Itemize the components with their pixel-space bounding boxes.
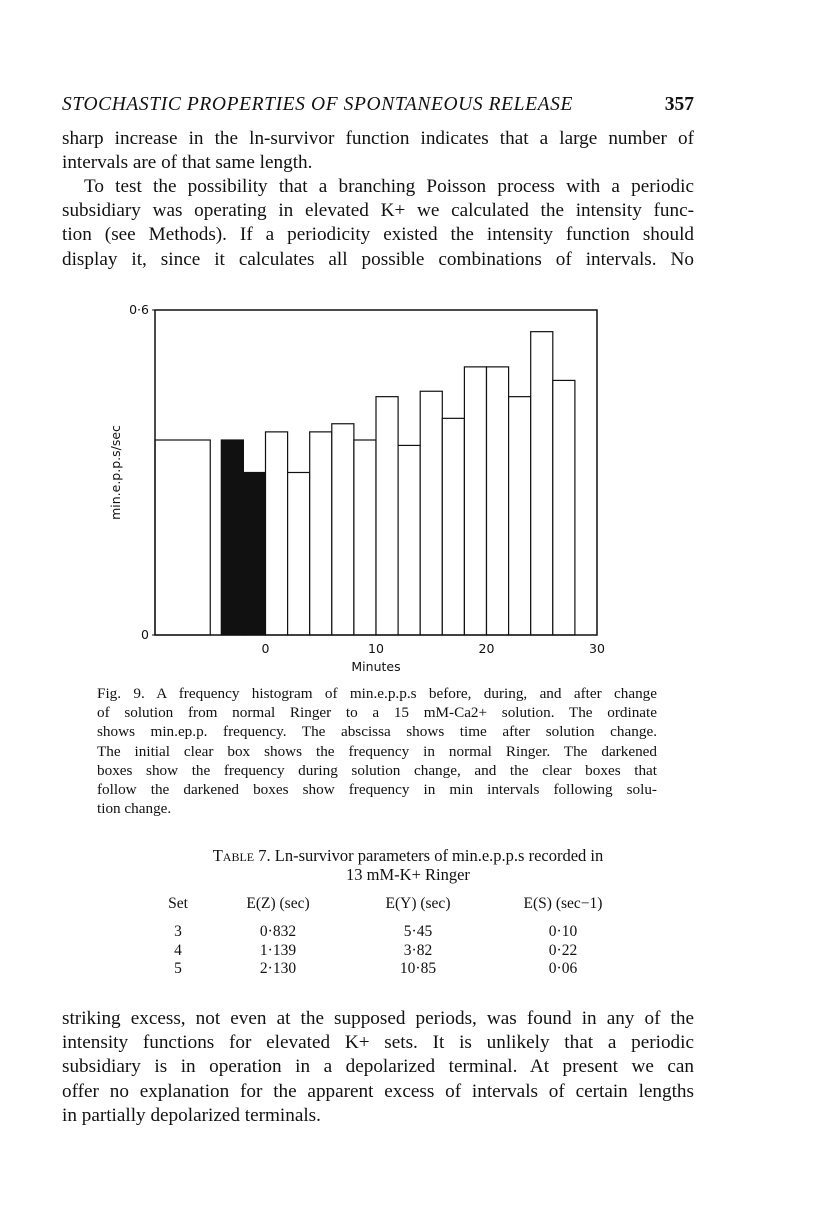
text-line: display it, since it calculates all possible combinations of intervals. No: [62, 248, 694, 270]
column-header: E(S) (sec−1): [523, 895, 603, 912]
column-header: Set: [168, 895, 188, 912]
table-cell: 10·85: [399, 960, 437, 978]
page-header: [62, 94, 694, 120]
bars-layer: [155, 332, 575, 635]
caption-line: follow the darkened boxes show frequency in min intervals following solu-: [97, 780, 657, 798]
histogram-bar-8: [354, 440, 376, 635]
table-cell: 3: [174, 923, 182, 941]
text-line: intervals are of that same length.: [62, 152, 313, 174]
table-cell: 0·10: [548, 923, 578, 941]
histogram-bar-15: [509, 397, 531, 635]
x-tick-label: 10: [368, 641, 384, 656]
paragraph-2: [62, 175, 694, 272]
text-line: in partially depolarized terminals.: [62, 1104, 321, 1126]
histogram-bar-7: [332, 424, 354, 635]
table-title-line-1: Ln-survivor parameters of min.e.p.p.s recorded in: [274, 846, 604, 865]
x-tick-label: 30: [589, 641, 605, 656]
table-cell: 0·06: [548, 960, 578, 978]
table-header-row: [138, 895, 628, 923]
table-cell: 0·832: [259, 923, 297, 941]
table-row: [138, 942, 628, 961]
histogram-bar-10: [398, 445, 420, 635]
table-row: [138, 960, 628, 979]
histogram-bar-14: [487, 367, 509, 635]
histogram-bar-6: [310, 432, 332, 635]
y-axis-label: min.e.p.p.s/sec: [108, 425, 123, 520]
caption-line: Fig. 9. A frequency histogram of min.e.p.p.s before, during, and after change: [97, 685, 657, 702]
table-row: [138, 923, 628, 942]
text-line: To test the possibility that a branching Poisson process with a periodic: [84, 176, 694, 197]
table-label: Table 7.: [212, 846, 271, 865]
histogram-bar-9: [376, 397, 398, 635]
caption-line: of solution from normal Ringer to a 15 mM-Ca2+ solution. The ordinate: [97, 704, 657, 722]
table-cell: 3·82: [403, 941, 433, 959]
table-cell: 2·130: [259, 960, 297, 978]
frequency-histogram: [100, 295, 620, 680]
histogram-bar-17: [553, 380, 575, 635]
text-line: striking excess, not even at the supposed periods, was found in any of the: [62, 1008, 694, 1029]
table-cell: 1·139: [259, 941, 297, 959]
histogram-bar-5: [288, 473, 310, 636]
text-line: intensity functions for elevated K+ sets. It is unlikely that a periodic: [62, 1032, 694, 1054]
x-tick-label: 0: [261, 641, 270, 656]
y-tick-label: 0·6: [129, 302, 149, 317]
page-number: 357: [664, 94, 694, 115]
paragraph-3: [62, 1007, 694, 1128]
table-cell: 0·22: [548, 941, 578, 959]
histogram-bar-16: [531, 332, 553, 635]
histogram-bar-1: [155, 440, 210, 635]
caption-line: shows min.ep.p. frequency. The abscissa shows time after solution change.: [97, 723, 657, 741]
parameters-table: [138, 895, 628, 979]
text-line: offer no explanation for the apparent excess of intervals of certain lengths: [62, 1080, 694, 1102]
table-cell: 5·45: [403, 923, 433, 941]
text-line: tion (see Methods). If a periodicity existed the intensity function should: [62, 224, 694, 246]
text-line: sharp increase in the ln-survivor function indicates that a large number of: [62, 128, 694, 149]
histogram-bar-12: [442, 418, 464, 635]
histogram-bar-3: [243, 473, 265, 636]
y-tick-label: 0: [141, 627, 149, 642]
table-title: [62, 846, 754, 884]
caption-line: tion change.: [97, 800, 172, 818]
table-title-line-2: 13 mM-K+ Ringer: [346, 865, 470, 884]
caption-line: boxes show the frequency during solution change, and the clear boxes that: [97, 761, 657, 779]
histogram-bar-4: [266, 432, 288, 635]
text-line: subsidiary is in operation in a depolarized terminal. At present we can: [62, 1056, 694, 1078]
histogram-bar-11: [420, 391, 442, 635]
table-cell: 4: [174, 941, 182, 959]
column-header: E(Y) (sec): [385, 895, 451, 912]
x-tick-label: 20: [478, 641, 495, 656]
figure-caption: [97, 684, 657, 818]
column-header: E(Z) (sec): [246, 895, 310, 912]
paragraph-1: [62, 127, 694, 175]
x-axis-label: Minutes: [351, 659, 401, 674]
histogram-bar-13: [464, 367, 486, 635]
caption-line: The initial clear box shows the frequency in normal Ringer. The darkened: [97, 742, 657, 760]
running-title: STOCHASTIC PROPERTIES OF SPONTANEOUS RELEASE: [62, 94, 573, 115]
table-cell: 5: [174, 960, 182, 978]
text-line: subsidiary was operating in elevated K+ we calculated the intensity func-: [62, 200, 694, 222]
histogram-bar-2: [221, 440, 243, 635]
